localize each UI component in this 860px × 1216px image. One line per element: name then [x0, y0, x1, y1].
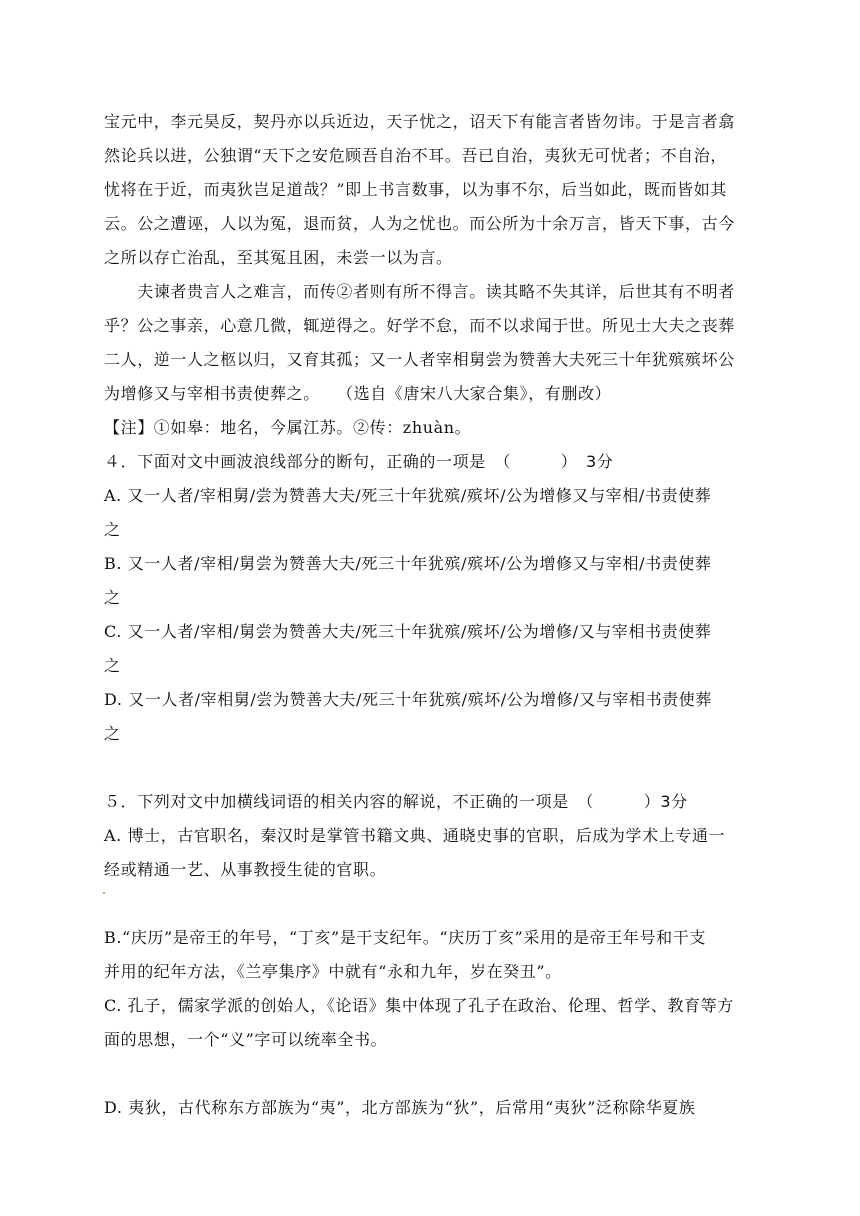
- passage-line: 然论兵以进，公独谓“天下之安危顾吾自治不耳。吾已自治，夷狄无可忧者；不自治，: [104, 146, 727, 165]
- q4-option-c: C. 又一人者/宰相/舅尝为赞善大夫/死三十年犹殡/殡坏/公为增修/又与宰相书责使葬: [104, 622, 712, 641]
- q4-option-b: B. 又一人者/宰相/舅尝为赞善大夫/死三十年犹殡/殡坏/公为增修又与宰相/书责使葬: [104, 554, 712, 573]
- q5-option-c-cont: 面的思想，一个“义”字可以统率全书。: [104, 1030, 388, 1049]
- q4-option-b-cont: 之: [104, 588, 121, 607]
- q4-option-a-cont: 之: [104, 520, 121, 539]
- q5-option-a: A. 博士，古官职名，秦汉时是掌管书籍文典、通晓史事的官职，后成为学术上专通一: [104, 826, 726, 845]
- q5-option-b: B.“庆历”是帝王的年号，“丁亥”是干支纪年。“庆历丁亥”采用的是帝王年号和干支: [104, 928, 706, 947]
- q4-option-d: D. 又一人者/宰相舅/尝为赞善大夫/死三十年犹殡/殡坏/公为增修/又与宰相书责使葬: [104, 690, 712, 709]
- passage-line: 之所以存亡治乱，至其冤且困，未尝一以为言。: [104, 248, 453, 267]
- question-4-title: ４．下面对文中画波浪线部分的断句，正确的一项是 （ ） 3分: [104, 452, 614, 471]
- passage-line: 夫谏者贵言人之难言，而传②者则有所不得言。读其略不失其详，后世其有不明者: [104, 282, 735, 301]
- passage-line: 宝元中，李元昊反，契丹亦以兵近边，天子忧之，诏天下有能言者皆勿讳。于是言者翕: [104, 112, 735, 131]
- q4-option-c-cont: 之: [104, 656, 121, 675]
- passage-line: 忧将在于近，而夷狄岂足道哉？”即上书言数事，以为事不尔，后当如此，既而皆如其: [104, 180, 727, 199]
- question-5-title: ５．下列对文中加横线词语的相关内容的解说，不正确的一项是 （ ）3分: [104, 792, 688, 811]
- stray-mark: [103, 892, 105, 894]
- passage-line: 为增修又与宰相书责使葬之。 （选自《唐宋八大家合集》，有删改）: [104, 384, 612, 403]
- passage-line: 云。公之遭诬，人以为冤，退而贫，人为之忧也。而公所为十余万言，皆天下事，古今: [104, 214, 735, 233]
- q5-option-b-cont: 并用的纪年方法，《兰亭集序》中就有“永和九年，岁在癸丑”。: [104, 962, 562, 981]
- q4-option-a: A. 又一人者/宰相舅/尝为赞善大夫/死三十年犹殡/殡坏/公为增修又与宰相/书责使葬: [104, 486, 712, 505]
- q5-option-a-cont: 经或精通一艺、从事教授生徒的官职。: [104, 860, 387, 879]
- q5-option-c: C. 孔子，儒家学派的创始人，《论语》集中体现了孔子在政治、伦理、哲学、教育等方: [104, 996, 734, 1015]
- passage-line: 乎？公之事亲，心意几微，辄逆得之。好学不怠，而不以求闻于世。所见士大夫之丧葬: [104, 316, 735, 335]
- q5-option-d: D. 夷狄，古代称东方部族为“夷”，北方部族为“狄”，后常用“夷狄”泛称除华夏族: [104, 1098, 696, 1117]
- passage-note: 【注】①如皋：地名，今属江苏。②传：zhuàn。: [104, 418, 472, 437]
- passage-line: 二人，逆一人之柩以归，又育其孤；又一人者宰相舅尝为赞善大夫死三十年犹殡殡坏公: [104, 350, 735, 369]
- q4-option-d-cont: 之: [104, 724, 121, 743]
